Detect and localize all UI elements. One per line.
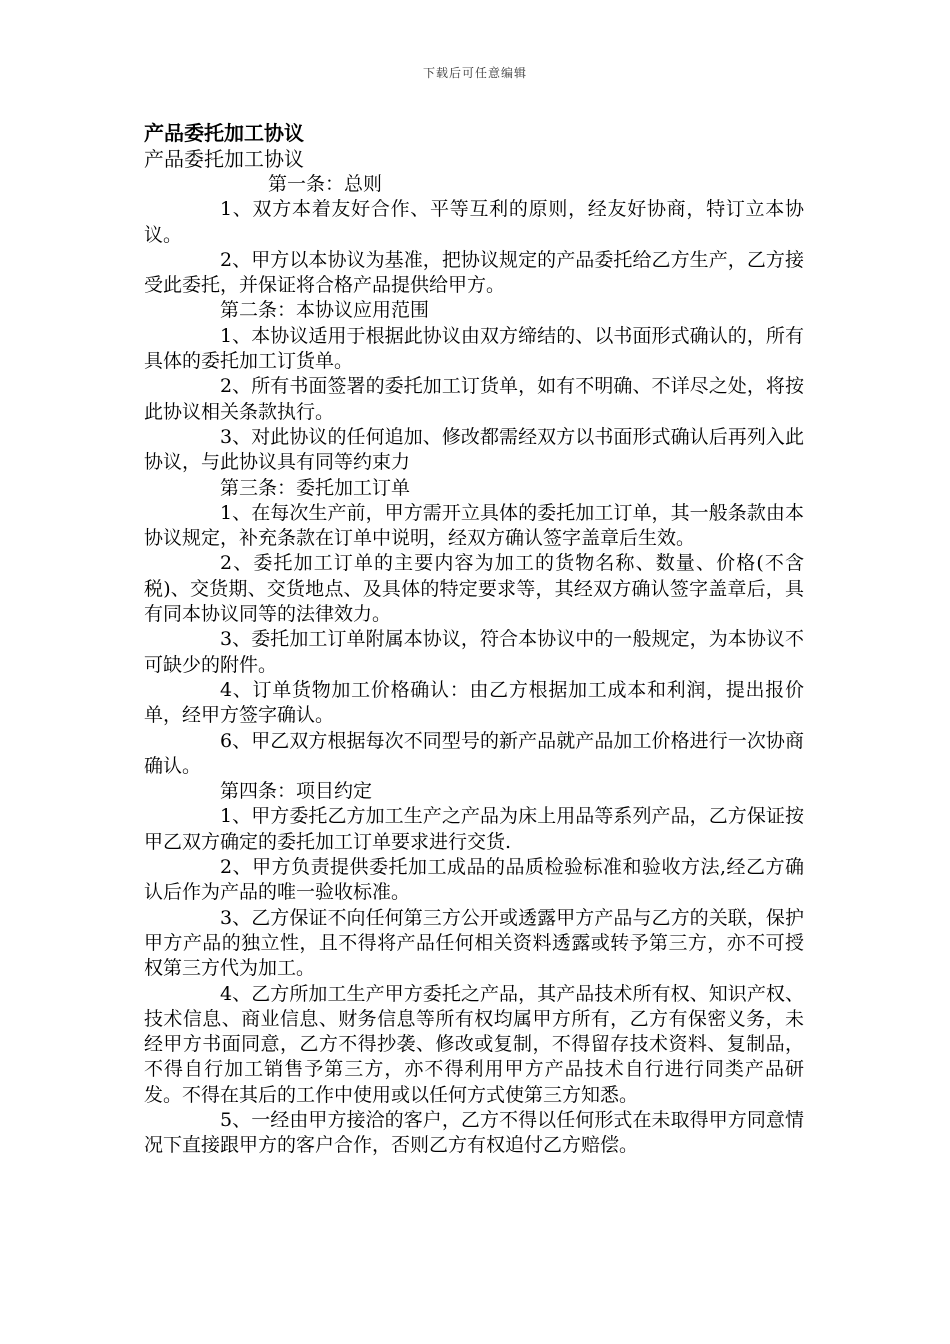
clause-paragraph: 3、乙方保证不向任何第三方公开或透露甲方产品与乙方的关联，保护甲方产品的独立性，且不得将产品任何相关资料透露或转予第三方，亦不可授权第三方代为加工。 <box>144 906 804 980</box>
clause-paragraph: 1、在每次生产前，甲方需开立具体的委托加工订单，其一般条款由本协议规定，补充条款在订单中说明，经双方确认签字盖章后生效。 <box>144 501 804 550</box>
document-subtitle: 产品委托加工协议 <box>144 147 304 171</box>
section-heading: 第三条：委托加工订单 <box>220 476 411 499</box>
document-body <box>144 120 804 1159</box>
clause-paragraph: 2、所有书面签署的委托加工订货单，如有不明确、不详尽之处，将按此协议相关条款执行。 <box>144 375 804 423</box>
clause-paragraph: 4、订单货物加工价格确认：由乙方根据加工成本和利润，提出报价单，经甲方签字确认。 <box>144 678 804 727</box>
clause-paragraph: 3、对此协议的任何追加、修改都需经双方以书面形式确认后再列入此协议，与此协议具有同等约束力 <box>144 425 804 474</box>
section-heading: 第二条：本协议应用范围 <box>220 299 430 322</box>
clause-paragraph: 2、甲方负责提供委托加工成品的品质检验标准和验收方法,经乙方确认后作为产品的唯一验收标准。 <box>144 856 804 904</box>
document-title: 产品委托加工协议 <box>144 121 304 145</box>
clause-paragraph: 1、本协议适用于根据此协议由双方缔结的、以书面形式确认的，所有具体的委托加工订货单。 <box>144 324 804 373</box>
page-header-note: 下载后可任意编辑 <box>422 66 527 80</box>
clause-paragraph: 4、乙方所加工生产甲方委托之产品，其产品技术所有权、知识产权、技术信息、商业信息、财务信息等所有权均属甲方所有，乙方有保密义务，未经甲方书面同意，乙方不得抄袭、修改或复制，不得留存技术资料、复制品，不得自行加工销售予第三方，亦不得利用甲方产品技术自行进行同类产品研发。不得在其后的工作中使用或以任何方式使第三方知悉。 <box>144 982 804 1106</box>
clause-paragraph: 3、委托加工订单附属本协议，符合本协议中的一般规定，为本协议不可缺少的附件。 <box>144 628 804 676</box>
clause-paragraph: 2、甲方以本协议为基准，把协议规定的产品委托给乙方生产，乙方接受此委托，并保证将合格产品提供给甲方。 <box>144 248 804 297</box>
clause-paragraph: 2、委托加工订单的主要内容为加工的货物名称、数量、价格(不含税)、交货期、交货地点、及具体的特定要求等，其经双方确认签字盖章后，具有同本协议同等的法律效力。 <box>144 552 804 626</box>
document-content <box>144 172 804 1159</box>
section-heading: 第一条：总则 <box>268 173 383 195</box>
section-heading: 第四条：项目约定 <box>220 780 373 803</box>
clause-paragraph: 6、甲乙双方根据每次不同型号的新产品就产品加工价格进行一次协商确认。 <box>144 729 804 777</box>
clause-paragraph: 5、一经由甲方接洽的客户，乙方不得以任何形式在未取得甲方同意情况下直接跟甲方的客户合作，否则乙方有权追付乙方赔偿。 <box>144 1108 804 1157</box>
clause-paragraph: 1、双方本着友好合作、平等互利的原则，经友好协商，特订立本协议。 <box>144 198 804 246</box>
clause-paragraph: 1、甲方委托乙方加工生产之产品为床上用品等系列产品，乙方保证按甲乙双方确定的委托加工订单要求进行交货. <box>144 805 804 853</box>
